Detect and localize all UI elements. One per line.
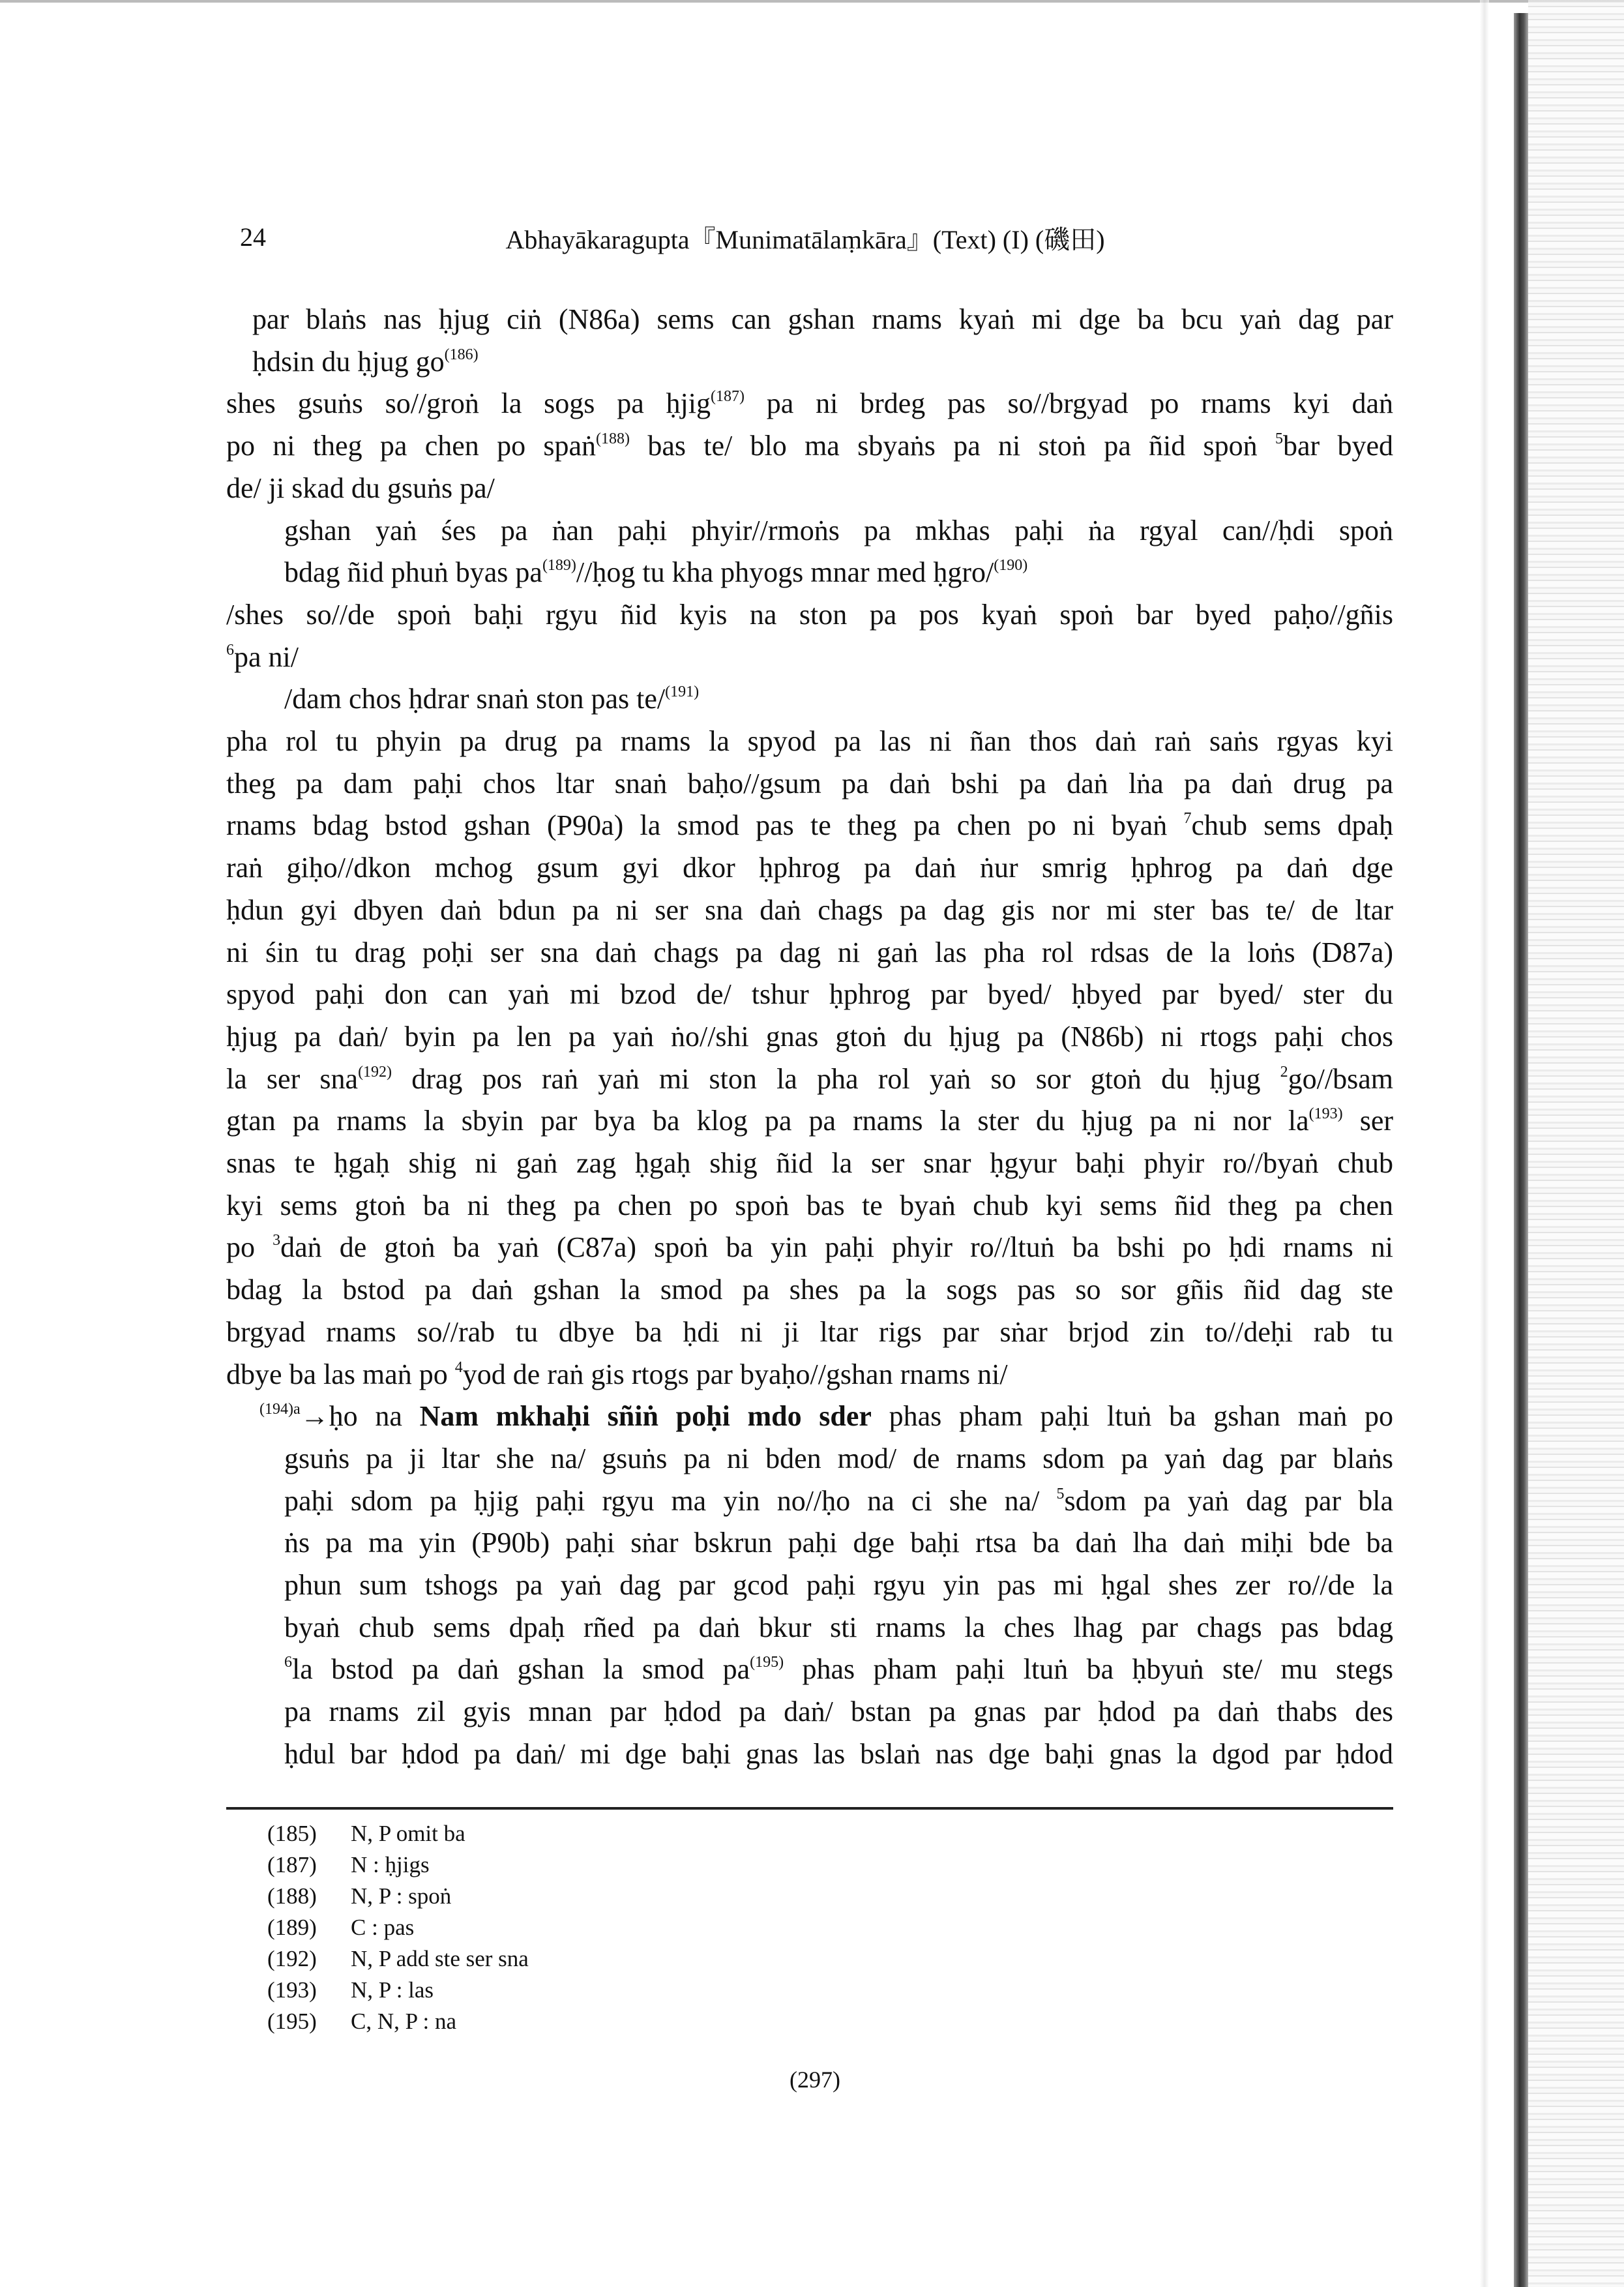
text-segment: pa ni/ bbox=[234, 640, 299, 673]
footnote-number: (193) bbox=[267, 1977, 317, 2003]
text-line bbox=[226, 1060, 1393, 1103]
text-line bbox=[284, 1692, 1393, 1731]
text-line bbox=[226, 891, 1393, 930]
text-segment: bar byed bbox=[1282, 430, 1393, 462]
text-segment: po ni theg pa chen po spaṅ bbox=[226, 430, 597, 462]
text-segment: /dam chos ḥdrar snaṅ ston pas te/ bbox=[284, 683, 666, 715]
text-segment: bdag la bstod pa daṅ gshan la smod pa shes pa la sogs pas so sor gñis ñid dag ste bbox=[226, 1274, 1393, 1306]
text-segment: phun sum tshogs pa yaṅ dag par gcod paḥi rgyu yin pas mi ḥgal shes zer ro//de la bbox=[284, 1569, 1393, 1601]
text-line bbox=[284, 1608, 1393, 1647]
text-segment: pha rol tu phyin pa drug pa rnams la spyod pa las ni ñan thos daṅ raṅ saṅs rgyas kyi bbox=[226, 725, 1393, 757]
footnote-marker: (189) bbox=[542, 557, 576, 575]
footnote-marker: 3 bbox=[273, 1232, 281, 1249]
text-line bbox=[226, 595, 1393, 635]
text-segment: ḥdun gyi dbyen daṅ bdun pa ni ser sna daṅ chags pa dag gis nor mi ster bas te/ de ltar bbox=[226, 893, 1393, 926]
footnote-marker: (188) bbox=[596, 430, 630, 448]
footnote-marker: (186) bbox=[444, 346, 479, 363]
footnote-text: N, P add ste ser sna bbox=[351, 1946, 529, 1971]
text-line bbox=[226, 1144, 1393, 1183]
text-line bbox=[226, 975, 1393, 1014]
text-segment: chub sems dpaḥ bbox=[1191, 809, 1393, 842]
footnote-text: N : ḥjigs bbox=[351, 1852, 430, 1877]
footnote-marker: (194)a bbox=[259, 1401, 301, 1418]
text-line bbox=[226, 764, 1393, 803]
text-segment: ḥjug pa daṅ/ byin pa len pa yaṅ ṅo//shi gnas gtoṅ du ḥjug pa (N86b) ni rtogs paḥi chos bbox=[226, 1020, 1393, 1053]
text-segment: paḥi sdom pa ḥjig paḥi rgyu ma yin no//ḥo na ci she na/ bbox=[284, 1484, 1057, 1517]
text-segment: gtan pa rnams la sbyin par bya ba klog pa pa rnams la ster du ḥjug pa ni nor la bbox=[226, 1105, 1309, 1137]
text-line bbox=[284, 1439, 1393, 1478]
text-segment: dbye ba las maṅ po bbox=[226, 1358, 455, 1390]
footnote-marker: (192) bbox=[358, 1063, 392, 1081]
scan-margin-noise bbox=[1528, 0, 1624, 2287]
scan-binding-edge bbox=[1514, 13, 1528, 2287]
footnote-marker: 5 bbox=[1275, 430, 1283, 448]
text-line bbox=[284, 1566, 1393, 1605]
footnote-text: C, N, P : na bbox=[351, 2009, 457, 2034]
text-segment: ḥdul bar ḥdod pa daṅ/ mi dge baḥi gnas las bslaṅ nas dge baḥi gnas la dgod par ḥdod bbox=[284, 1737, 1393, 1770]
text-segment: bas te/ blo ma sbyaṅs pa ni stoṅ pa ñid spoṅ bbox=[630, 430, 1275, 462]
text-line bbox=[284, 1523, 1393, 1562]
footnote-marker: 4 bbox=[454, 1358, 463, 1376]
text-segment: daṅ de gtoṅ ba yaṅ (C87a) spoṅ ba yin paḥi phyir ro//ltuṅ ba bshi po ḥdi rnams ni bbox=[280, 1231, 1394, 1264]
text-line bbox=[226, 1270, 1393, 1309]
footnote-number: (195) bbox=[267, 2009, 317, 2034]
footnote-number: (189) bbox=[267, 1915, 317, 1940]
footnote-number: (187) bbox=[267, 1852, 317, 1877]
footnote-text: N, P : las bbox=[351, 1977, 434, 2003]
text-line bbox=[226, 1101, 1393, 1145]
text-segment: snas te ḥgaḥ shig ni gaṅ zag ḥgaḥ shig ñid la ser snar ḥgyur baḥi phyir ro//byaṅ chub bbox=[226, 1147, 1393, 1179]
text-line bbox=[226, 426, 1393, 470]
text-line bbox=[226, 469, 1393, 508]
text-segment: phas pham paḥi ltuṅ ba ḥbyuṅ ste/ mu stegs bbox=[784, 1653, 1393, 1686]
text-segment: →ḥo na bbox=[300, 1400, 420, 1433]
text-segment: yod de raṅ gis rtogs par byaḥo//gshan rnams ni/ bbox=[462, 1358, 1008, 1390]
text-line bbox=[226, 1017, 1393, 1056]
footnote-text: C : pas bbox=[351, 1915, 415, 1940]
text-line bbox=[284, 1482, 1393, 1525]
text-line bbox=[226, 384, 1393, 428]
text-line bbox=[284, 553, 1393, 597]
text-segment: //ḥog tu kha phyogs mnar med ḥgro/ bbox=[576, 556, 994, 589]
text-segment: la ser sna bbox=[226, 1062, 359, 1095]
text-segment: pa rnams zil gyis mnan par ḥdod pa daṅ/ bstan pa gnas par ḥdod pa daṅ thabs des bbox=[284, 1696, 1393, 1728]
text-line bbox=[284, 1735, 1393, 1774]
text-segment: theg pa dam paḥi chos ltar snaṅ baḥo//gsum pa daṅ bshi pa daṅ lṅa pa daṅ drug pa bbox=[226, 767, 1393, 800]
page-number: 24 bbox=[240, 222, 266, 252]
footnote-marker: 6 bbox=[226, 641, 234, 659]
text-segment: ṅs pa ma yin (P90b) paḥi sṅar bskrun paḥi dge baḥi rtsa ba daṅ lha daṅ miḥi bde ba bbox=[284, 1527, 1393, 1559]
text-segment: de/ ji skad du gsuṅs pa/ bbox=[226, 471, 495, 504]
text-segment: ser bbox=[1342, 1105, 1393, 1137]
text-line bbox=[226, 722, 1393, 761]
text-segment: phas pham paḥi ltuṅ ba gshan maṅ po bbox=[871, 1400, 1394, 1433]
text-line bbox=[259, 1397, 1393, 1441]
text-segment: go//bsam bbox=[1288, 1062, 1393, 1095]
text-line bbox=[226, 638, 1393, 681]
text-line bbox=[226, 806, 1393, 850]
text-line bbox=[226, 848, 1393, 888]
footnote-marker: (191) bbox=[665, 683, 700, 701]
footnote-text: N, P : spoṅ bbox=[351, 1883, 452, 1909]
text-segment: ni śin tu drag poḥi ser sna daṅ chags pa dag ni gaṅ las pha rol rdsas de la loṅs (D87a) bbox=[226, 936, 1393, 968]
text-segment: brgyad rnams so//rab tu dbye ba ḥdi ni ji ltar rigs par sṅar brjod zin to//deḥi rab tu bbox=[226, 1315, 1393, 1348]
footnote-marker: 2 bbox=[1280, 1063, 1288, 1081]
folio-number: (297) bbox=[790, 2067, 840, 2093]
footnote-marker: 6 bbox=[284, 1654, 292, 1671]
text-segment: /shes so//de spoṅ baḥi rgyu ñid kyis na ston pa pos kyaṅ spoṅ bar byed paḥo//gñis bbox=[226, 598, 1393, 631]
footnote-marker: 7 bbox=[1183, 810, 1192, 828]
text-segment: po bbox=[226, 1231, 273, 1264]
footnote-marker: (195) bbox=[750, 1654, 784, 1671]
text-line bbox=[252, 300, 1393, 339]
text-line bbox=[284, 680, 1393, 723]
text-segment: gshan yaṅ śes pa ṅan paḥi phyir//rmoṅs pa mkhas paḥi ṅa rgyal can//ḥdi spoṅ bbox=[284, 514, 1393, 546]
text-line bbox=[226, 1313, 1393, 1352]
text-segment: sdom pa yaṅ dag par bla bbox=[1064, 1484, 1393, 1517]
footnote-marker: (193) bbox=[1308, 1105, 1343, 1123]
text-segment: ḥdsin du ḥjug go bbox=[252, 345, 445, 378]
text-segment: drag pos raṅ yaṅ mi ston la pha rol yaṅ so sor gtoṅ du ḥjug bbox=[392, 1062, 1280, 1095]
text-segment: rnams bdag bstod gshan (P90a) la smod pas te theg pa chen po ni byaṅ bbox=[226, 809, 1184, 842]
text-segment: shes gsuṅs so//groṅ la sogs pa ḥjig bbox=[226, 387, 711, 420]
footnote-text: N, P omit ba bbox=[351, 1821, 465, 1846]
footnote-marker: (187) bbox=[711, 388, 745, 406]
footnote-marker: (190) bbox=[994, 557, 1028, 575]
text-line bbox=[252, 342, 1393, 386]
footnote-number: (188) bbox=[267, 1883, 317, 1909]
text-segment: raṅ giḥo//dkon mchog gsum gyi dkor ḥphrog pa daṅ ṅur smrig ḥphrog pa daṅ dge bbox=[226, 852, 1393, 884]
footnote-marker: 5 bbox=[1056, 1485, 1065, 1502]
text-segment: gsuṅs pa ji ltar she na/ gsuṅs pa ni bden mod/ de rnams sdom pa yaṅ dag par blaṅs bbox=[284, 1442, 1393, 1474]
text-line bbox=[226, 1228, 1393, 1272]
text-segment: la bstod pa daṅ gshan la smod pa bbox=[292, 1653, 750, 1686]
text-line bbox=[284, 511, 1393, 550]
text-segment: par blaṅs nas ḥjug ciṅ (N86a) sems can gshan rnams kyaṅ mi dge ba bcu yaṅ dag par bbox=[252, 303, 1393, 335]
scan-top-edge bbox=[0, 0, 1624, 3]
footnote-number: (192) bbox=[267, 1946, 317, 1971]
text-line bbox=[226, 1355, 1393, 1399]
text-segment: bdag ñid phuṅ byas pa bbox=[284, 556, 542, 589]
text-segment: spyod paḥi don can yaṅ mi bzod de/ tshur ḥphrog par byed/ ḥbyed par byed/ ster du bbox=[226, 978, 1393, 1011]
footnote-rule bbox=[226, 1807, 1393, 1810]
scan-shadow bbox=[1480, 0, 1489, 2287]
text-line bbox=[226, 933, 1393, 972]
text-line bbox=[284, 1650, 1393, 1694]
footnote-number: (185) bbox=[267, 1821, 317, 1846]
text-segment: pa ni brdeg pas so//brgyad po rnams kyi daṅ bbox=[744, 387, 1393, 420]
running-title: Abhayākaragupta『Munimatālaṃkāra』(Text) (I) (磯田) bbox=[505, 225, 1105, 254]
text-segment: byaṅ chub sems dpaḥ rñed pa daṅ bkur sti rnams la ches lhag par chags pas bdag bbox=[284, 1611, 1393, 1643]
text-segment: kyi sems gtoṅ ba ni theg pa chen po spoṅ bas te byaṅ chub kyi sems ñid theg pa chen bbox=[226, 1189, 1393, 1221]
bold-title: Nam mkhaḥi sñiṅ poḥi mdo sder bbox=[419, 1400, 872, 1433]
text-line bbox=[226, 1186, 1393, 1225]
